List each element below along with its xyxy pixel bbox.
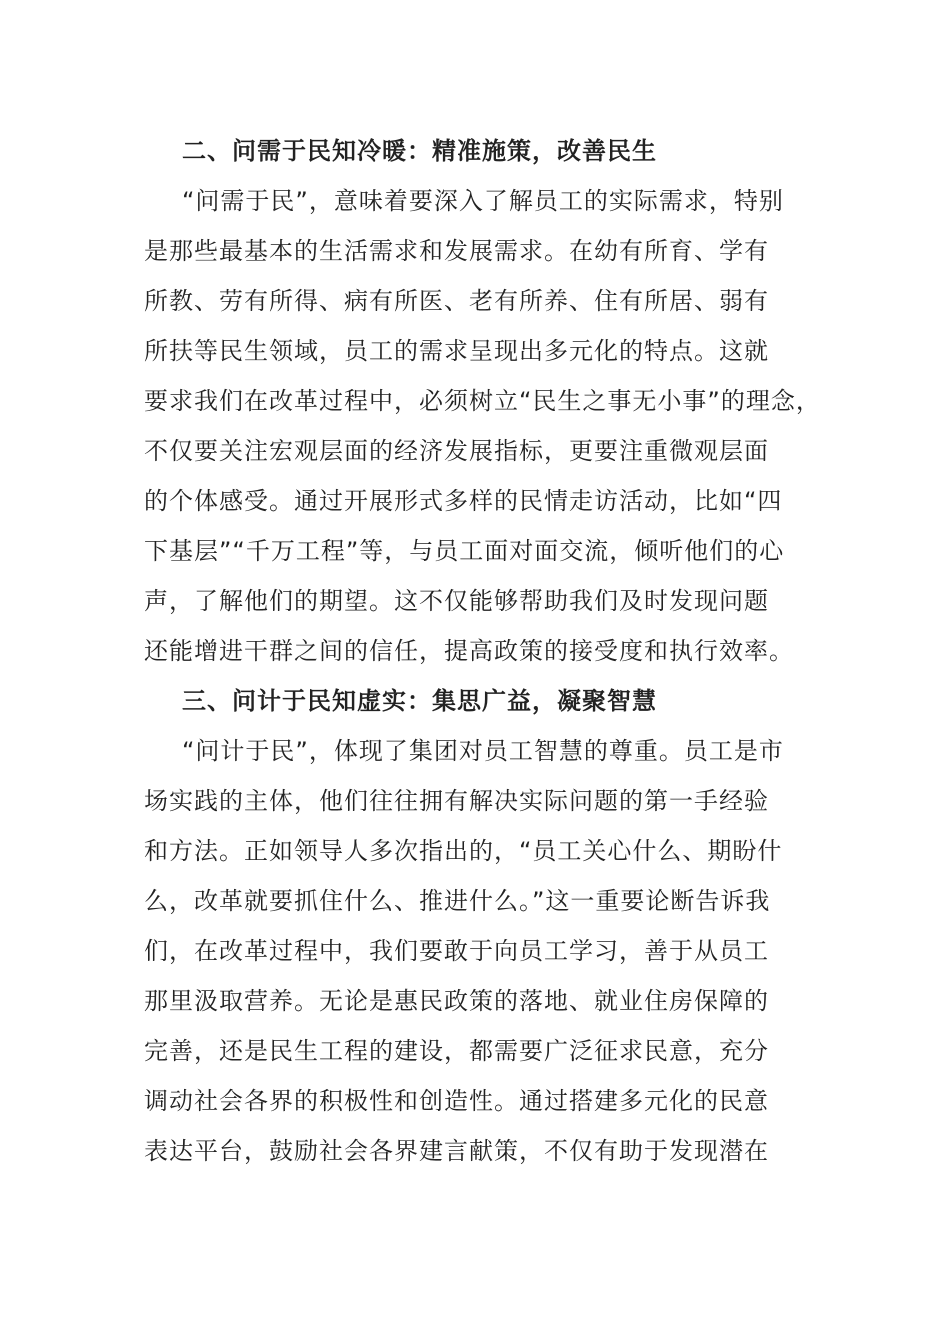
paragraph-line: 声，了解他们的期望。这不仅能够帮助我们及时发现问题 — [144, 587, 769, 615]
paragraph-line: 那里汲取营养。无论是惠民政策的落地、就业住房保障的 — [144, 987, 769, 1015]
section-heading-3: 三、问计于民知虚实：集思广益，凝聚智慧 — [182, 687, 657, 715]
paragraph-line: 的个体感受。通过开展形式多样的民情走访活动，比如“四 — [144, 487, 783, 515]
paragraph-line: 么，改革就要抓住什么、推进什么。”这一重要论断告诉我 — [144, 887, 771, 915]
paragraph-line: 要求我们在改革过程中，必须树立“民生之事无小事”的理念， — [144, 387, 821, 415]
paragraph-line: 调动社会各界的积极性和创造性。通过搭建多元化的民意 — [144, 1087, 769, 1115]
document-body — [144, 126, 821, 1176]
section-heading-2: 二、问需于民知冷暖：精准施策，改善民生 — [182, 137, 657, 165]
paragraph-line: 是那些最基本的生活需求和发展需求。在幼有所育、学有 — [144, 237, 769, 265]
paragraph-line: 场实践的主体，他们往往拥有解决实际问题的第一手经验 — [144, 787, 769, 815]
paragraph-line: 不仅要关注宏观层面的经济发展指标，更要注重微观层面 — [144, 437, 769, 465]
paragraph-line: 下基层”“千万工程”等，与员工面对面交流，倾听他们的心 — [144, 537, 785, 565]
paragraph-line: “问计于民”，体现了集团对员工智慧的尊重。员工是市 — [182, 737, 784, 765]
paragraph-line: 所扶等民生领域，员工的需求呈现出多元化的特点。这就 — [144, 337, 769, 365]
paragraph-line: 还能增进干群之间的信任，提高政策的接受度和执行效率。 — [144, 637, 794, 665]
paragraph-line: 们，在改革过程中，我们要敢于向员工学习，善于从员工 — [144, 937, 769, 965]
paragraph-line: 所教、劳有所得、病有所医、老有所养、住有所居、弱有 — [144, 287, 769, 315]
paragraph-line: 表达平台，鼓励社会各界建言献策，不仅有助于发现潜在 — [144, 1137, 769, 1165]
paragraph-line: 完善，还是民生工程的建设，都需要广泛征求民意，充分 — [144, 1037, 769, 1065]
paragraph-line: 和方法。正如领导人多次指出的，“员工关心什么、期盼什 — [144, 837, 783, 865]
paragraph-line: “问需于民”，意味着要深入了解员工的实际需求，特别 — [182, 187, 784, 215]
